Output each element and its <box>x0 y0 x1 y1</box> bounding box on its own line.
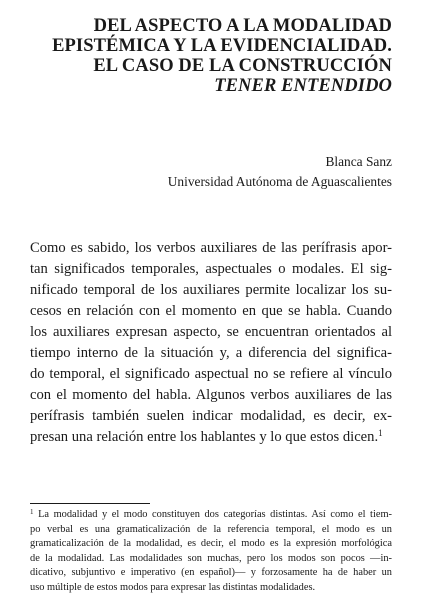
footnote-line <box>30 508 392 523</box>
title-line-2: EPISTÉMICA Y LA EVIDENCIALIDAD. <box>52 36 392 56</box>
body-line: tiempo interno de la situación y, a diferencia del significa- <box>30 345 392 361</box>
author-block <box>168 152 392 192</box>
title-line-3: EL CASO DE LA CONSTRUCCIÓN <box>93 56 392 76</box>
footnote <box>30 508 392 595</box>
body-line: con el momento del habla. Algunos verbos auxiliares de las <box>30 387 392 403</box>
author-name: Blanca Sanz <box>325 154 392 169</box>
body-line: nificado temporal de los auxiliares permite localizar los su- <box>30 282 392 298</box>
footnote-divider <box>30 503 150 504</box>
body-line-last <box>30 427 392 448</box>
body-line: Como es sabido, los verbos auxiliares de las perífrasis apor- <box>30 240 392 256</box>
body-line: tan significados temporales, aspectuales o modales. El sig- <box>30 261 392 277</box>
title-italic-line: TENER ENTENDIDO <box>214 76 392 96</box>
footnote-reference[interactable]: 1 <box>378 428 383 438</box>
footnote-marker: 1 <box>30 508 34 516</box>
footnote-line: gramaticalización de la modalidad, es decir, el modo es la expresión morfológica <box>30 538 392 549</box>
body-paragraph <box>30 238 392 448</box>
body-line: cesos en relación con el momento en que se habla. Cuando <box>30 303 392 319</box>
footnote-text: La modalidad y el modo constituyen dos categorías distintas. Así como el tiem- <box>38 509 392 520</box>
footnote-line: uso múltiple de estos modos para expresar las distintas modalidades. <box>30 581 316 593</box>
body-line: perífrasis también suelen indicar modalidad, es decir, ex- <box>30 408 392 424</box>
title-line-1: DEL ASPECTO A LA MODALIDAD <box>93 16 392 36</box>
footnote-line: dicativo, subjuntivo e imperativo (en español)— y forzosamente ha de haber un <box>30 567 392 578</box>
body-line: presan una relación entre los hablantes y lo que estos dicen. <box>30 429 379 445</box>
author-affiliation: Universidad Autónoma de Aguascalientes <box>167 174 392 189</box>
footnote-line: de la modalidad. Las modalidades son muchas, pero los modos son pocos —in- <box>30 552 392 564</box>
article-title <box>20 16 392 96</box>
body-line: do temporal, el significado aspectual no se refiere al vínculo <box>30 366 392 382</box>
footnote-line: po verbal es una gramaticalización de la referencia temporal, el modo es un <box>30 523 392 535</box>
body-line: los auxiliares expresan aspecto, se encuentran orientados al <box>30 324 392 340</box>
